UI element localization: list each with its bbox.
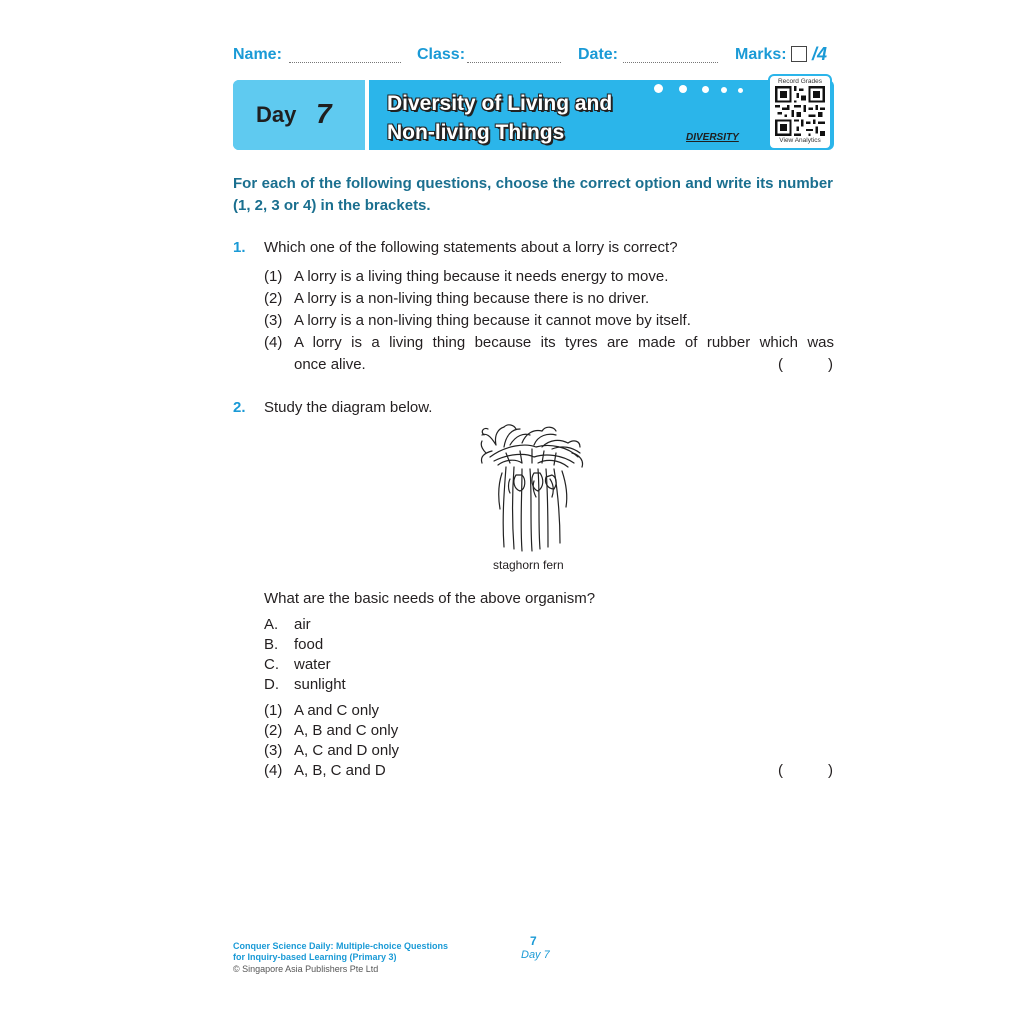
q1-option-text-continued: once alive.: [294, 356, 366, 373]
q1-option-text: A lorry is a living thing because its tyres are made of rubber which was: [294, 334, 834, 351]
question-1-number: 1.: [233, 239, 246, 256]
q2-answer-bracket-open: (: [778, 762, 783, 779]
q1-option-text: A lorry is a living thing because it needs energy to move.: [294, 268, 669, 285]
q1-option-text: A lorry is a non-living thing because there is no driver.: [294, 290, 650, 307]
marks-box[interactable]: [791, 46, 807, 62]
q2-option-number: (1): [264, 702, 283, 719]
page-title: [387, 89, 612, 147]
decor-dot: [654, 84, 663, 93]
date-field[interactable]: [623, 48, 718, 63]
day-word: Day: [256, 102, 297, 127]
q1-option-number: (1): [264, 268, 283, 285]
qr-bottom-label: View Analytics: [779, 137, 821, 144]
q2-need-letter: A.: [264, 616, 279, 633]
page-title-line1: Diversity of Living and: [387, 92, 613, 115]
marks-label: Marks:: [735, 46, 787, 63]
staghorn-fern-illustration: [476, 423, 590, 553]
footer-book-title: [233, 941, 448, 963]
name-field[interactable]: [289, 48, 401, 63]
q1-option-number: (3): [264, 312, 283, 329]
q2-option-text: A and C only: [294, 702, 380, 719]
decor-dot: [679, 85, 687, 93]
footer-page-day: Day 7: [521, 949, 550, 961]
fern-caption: staghorn fern: [493, 558, 564, 572]
day-badge: [233, 80, 367, 150]
qr-code-icon: [774, 86, 826, 136]
q2-need-text: water: [294, 656, 331, 673]
q1-answer-bracket-open: (: [778, 356, 783, 373]
q1-option-text: A lorry is a non-living thing because it cannot move by itself.: [294, 312, 691, 329]
footer-copyright: © Singapore Asia Publishers Pte Ltd: [233, 964, 379, 974]
page-title-line2: Non-living Things: [387, 121, 565, 144]
q2-option-text: A, B and C only: [294, 722, 399, 739]
question-1-text: Which one of the following statements about a lorry is correct?: [264, 239, 678, 256]
topic-tag: DIVERSITY: [686, 132, 739, 143]
decor-dot: [721, 87, 727, 93]
date-label: Date:: [578, 46, 619, 63]
marks-total: /4: [812, 44, 828, 64]
q2-need-letter: C.: [264, 656, 279, 673]
question-2-prompt: What are the basic needs of the above organism?: [264, 590, 596, 607]
decor-dot: [738, 88, 743, 93]
q2-answer-field[interactable]: [788, 762, 826, 780]
q2-option-number: (2): [264, 722, 283, 739]
instructions: For each of the following questions, choose the correct option and write its number (1, 2, 3 or 4) in the brackets.: [233, 175, 833, 214]
question-2-number: 2.: [233, 399, 246, 416]
q1-answer-field[interactable]: [788, 356, 826, 374]
q2-need-text: food: [294, 636, 324, 653]
qr-top-label: Record Grades: [777, 78, 823, 85]
q2-need-letter: D.: [264, 676, 279, 693]
footer-page-number: 7: [530, 934, 537, 948]
decor-dot: [702, 86, 709, 93]
q2-option-number: (3): [264, 742, 283, 759]
q2-answer-bracket-close: ): [828, 762, 833, 779]
footer-book-title-line2: for Inquiry-based Learning (Primary 3): [233, 952, 397, 962]
name-label: Name:: [233, 46, 282, 63]
footer-book-title-line1: Conquer Science Daily: Multiple-choice Questions: [233, 941, 449, 951]
class-label: Class:: [417, 46, 466, 63]
qr-code-panel[interactable]: [768, 74, 832, 150]
q1-option-number: (2): [264, 290, 283, 307]
q2-need-text: air: [294, 616, 311, 633]
q2-need-text: sunlight: [294, 676, 346, 693]
day-number: 7: [316, 98, 332, 129]
banner-divider: [365, 80, 369, 150]
question-2-text: Study the diagram below.: [264, 399, 433, 416]
q2-option-number: (4): [264, 762, 283, 779]
class-field[interactable]: [467, 48, 561, 63]
q2-option-text: A, C and D only: [294, 742, 400, 759]
q2-need-letter: B.: [264, 636, 279, 653]
q2-option-text: A, B, C and D: [294, 762, 386, 779]
q1-option-number: (4): [264, 334, 283, 351]
q1-answer-bracket-close: ): [828, 356, 833, 373]
